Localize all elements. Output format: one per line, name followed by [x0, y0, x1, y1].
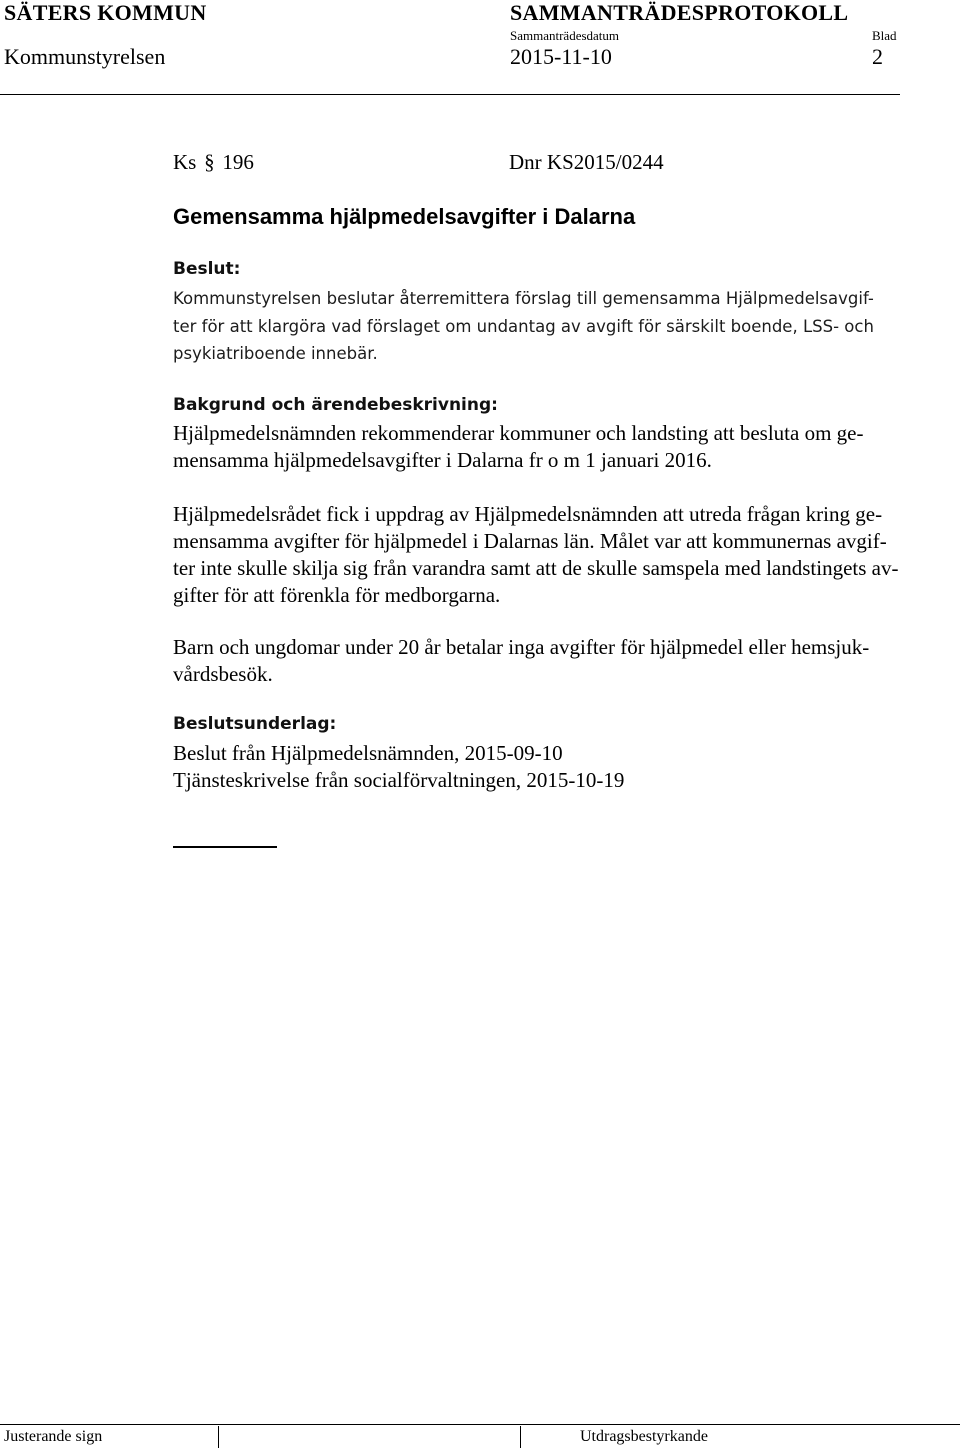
- text-line: gifter för att förenkla för medborgarna.: [173, 583, 501, 607]
- background-paragraph-3: [173, 634, 869, 688]
- text-line: psykiatriboende innebär.: [173, 344, 378, 363]
- header-divider: [0, 94, 900, 95]
- text-line: ter för att klargöra vad förslaget om undantag av avgift för särskilt boende, LSS- och: [173, 316, 874, 336]
- organization-name: SÄTERS KOMMUN: [4, 0, 207, 25]
- decision-heading: Beslut:: [173, 259, 241, 279]
- section-end-rule: [173, 846, 277, 848]
- list-item: Tjänsteskrivelse från socialförvaltningen, 2015-10-19: [173, 768, 625, 792]
- background-paragraph-1: [173, 420, 863, 474]
- background-heading: Bakgrund och ärendebeskrivning:: [173, 395, 498, 415]
- text-line: ter inte skulle skilja sig från varandra samt att de skulle samspela med landstingets av-: [173, 556, 899, 580]
- page-title: Gemensamma hjälpmedelsavgifter i Dalarna: [173, 204, 636, 229]
- text-line: Barn och ungdomar under 20 år betalar inga avgifter för hjälpmedel eller hemsjuk-: [173, 635, 870, 659]
- basis-heading: Beslutsunderlag:: [173, 714, 337, 734]
- decision-text: [173, 285, 953, 368]
- document-type: SAMMANTRÄDESPROTOKOLL: [510, 0, 849, 25]
- section-prefix: Ks: [173, 150, 197, 174]
- text-line: vårdsbesök.: [173, 662, 273, 686]
- case-diary-number: Dnr KS2015/0244: [509, 150, 664, 174]
- page-label: Blad: [872, 28, 897, 43]
- signature-label: Justerande sign: [4, 1428, 103, 1445]
- background-paragraph-2: [173, 501, 898, 609]
- extract-box: [520, 1426, 521, 1448]
- list-item: Beslut från Hjälpmedelsnämnden, 2015-09-10: [173, 741, 563, 765]
- text-line: Hjälpmedelsrådet fick i uppdrag av Hjälpmedelsnämnden att utreda frågan kring ge-: [173, 502, 883, 526]
- section-symbol: §: [204, 150, 215, 174]
- meeting-date: 2015-11-10: [510, 44, 612, 69]
- basis-list: [173, 740, 624, 794]
- extract-certification-label: Utdragsbestyrkande: [580, 1428, 708, 1445]
- page-number: 2: [872, 44, 883, 69]
- text-line: mensamma hjälpmedelsavgifter i Dalarna fr o m 1 januari 2016.: [173, 448, 712, 472]
- committee-name: Kommunstyrelsen: [4, 44, 166, 69]
- meeting-date-label: Sammanträdesdatum: [510, 28, 620, 43]
- signature-box: [218, 1426, 309, 1448]
- text-line: Hjälpmedelsnämnden rekommenderar kommuner och landsting att besluta om ge-: [173, 421, 864, 445]
- text-line: mensamma avgifter för hjälpmedel i Dalarnas län. Målet var att kommunernas avgif-: [173, 529, 887, 553]
- section-number: 196: [222, 150, 254, 174]
- case-section: [173, 150, 254, 175]
- footer-divider: [0, 1424, 960, 1425]
- text-line: Kommunstyrelsen beslutar återremittera förslag till gemensamma Hjälpmedelsavgif-: [173, 289, 874, 308]
